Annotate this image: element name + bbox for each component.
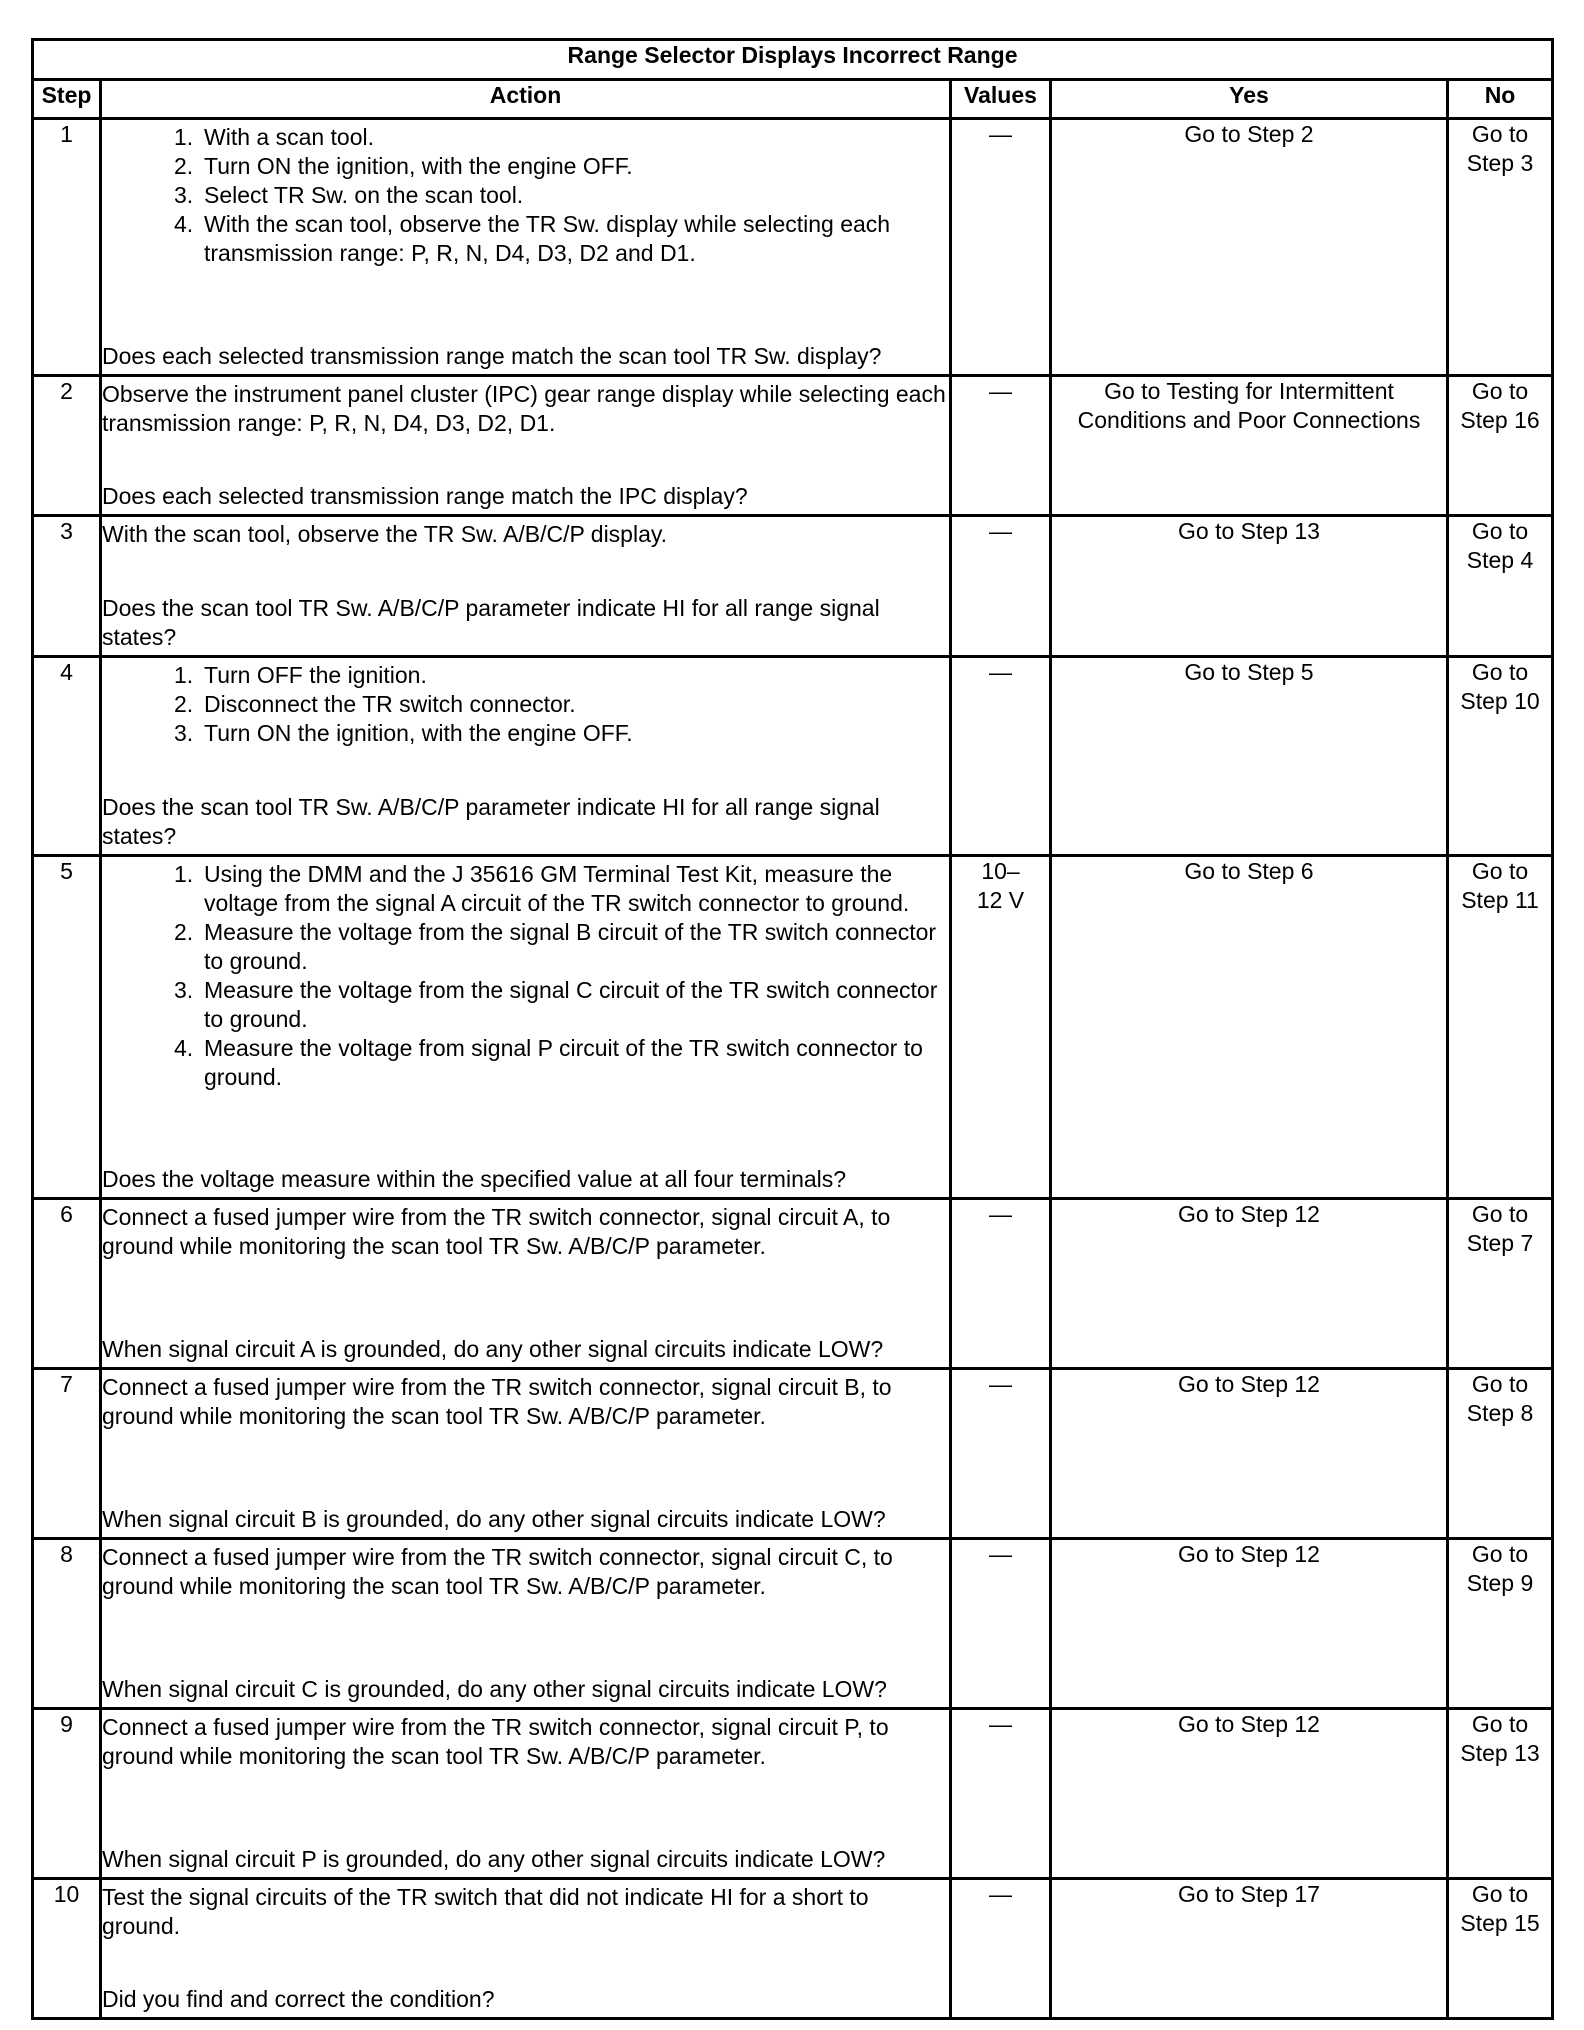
yes-cell: Go to Step 17 <box>1051 1879 1448 2019</box>
yes-cell: Go to Step 2 <box>1051 119 1448 376</box>
action-cell <box>101 1709 951 1879</box>
action-text: Test the signal circuits of the TR switch that did not indicate HI for a short to ground. <box>102 1884 869 1939</box>
yes-cell: Go to Step 12 <box>1051 1539 1448 1709</box>
action-cell <box>101 1369 951 1539</box>
list-item: 2. Turn ON the ignition, with the engine OFF. <box>174 153 633 179</box>
no-cell: Go to Step 9 <box>1448 1539 1553 1709</box>
action-question: When signal circuit C is grounded, do any other signal circuits indicate LOW? <box>102 1676 887 1702</box>
action-question: When signal circuit B is grounded, do any other signal circuits indicate LOW? <box>102 1506 886 1532</box>
header-step: Step <box>33 80 101 119</box>
action-text: Observe the instrument panel cluster (IPC) gear range display while selecting each transmission range: P, R, N, D4, D3, D2, D1. <box>102 381 946 436</box>
values-cell: — <box>951 1199 1051 1369</box>
action-cell <box>101 1879 951 2019</box>
list-item: 4. Measure the voltage from signal P circuit of the TR switch connector to ground. <box>174 1035 923 1090</box>
action-text: With the scan tool, observe the TR Sw. A/B/C/P display. <box>102 521 668 547</box>
action-cell <box>101 657 951 856</box>
action-list <box>102 857 949 1092</box>
table-row <box>33 1709 1553 1879</box>
no-cell: Go to Step 7 <box>1448 1199 1553 1369</box>
table-row <box>33 1879 1553 2019</box>
no-cell: Go to Step 4 <box>1448 516 1553 657</box>
action-question: When signal circuit A is grounded, do any other signal circuits indicate LOW? <box>102 1336 884 1362</box>
values-cell: — <box>951 1539 1051 1709</box>
action-question: Does the scan tool TR Sw. A/B/C/P parameter indicate HI for all range signal states? <box>102 595 880 650</box>
action-cell <box>101 376 951 516</box>
action-question: Does the scan tool TR Sw. A/B/C/P parameter indicate HI for all range signal states? <box>102 794 880 849</box>
values-cell: — <box>951 1709 1051 1879</box>
table-row <box>33 657 1553 856</box>
values-cell: — <box>951 516 1051 657</box>
action-cell <box>101 516 951 657</box>
action-text: Connect a fused jumper wire from the TR switch connector, signal circuit B, to ground while monitoring the scan tool TR Sw. A/B/C/P parameter. <box>102 1374 892 1429</box>
step-number: 3 <box>33 516 101 657</box>
no-cell: Go to Step 10 <box>1448 657 1553 856</box>
step-number: 8 <box>33 1539 101 1709</box>
action-text: Connect a fused jumper wire from the TR switch connector, signal circuit A, to ground while monitoring the scan tool TR Sw. A/B/C/P parameter. <box>102 1204 891 1259</box>
action-cell <box>101 856 951 1199</box>
step-number: 6 <box>33 1199 101 1369</box>
step-number: 5 <box>33 856 101 1199</box>
values-cell: — <box>951 1369 1051 1539</box>
action-question: Does each selected transmission range match the scan tool TR Sw. display? <box>102 343 882 369</box>
values-cell: 10–12 V <box>951 856 1051 1199</box>
table-row <box>33 1199 1553 1369</box>
yes-cell: Go to Testing for Intermittent Conditions and Poor Connections <box>1051 376 1448 516</box>
action-cell <box>101 1199 951 1369</box>
header-yes: Yes <box>1051 80 1448 119</box>
list-item: 4. With the scan tool, observe the TR Sw. display while selecting each transmission range: P, R, N, D4, D3, D2 and D1. <box>174 211 891 266</box>
diagnostic-table <box>31 38 1554 2020</box>
list-item: 3. Measure the voltage from the signal C circuit of the TR switch connector to ground. <box>174 977 938 1032</box>
action-list <box>102 120 949 268</box>
table-row <box>33 516 1553 657</box>
step-number: 4 <box>33 657 101 856</box>
step-number: 2 <box>33 376 101 516</box>
no-cell: Go to Step 13 <box>1448 1709 1553 1879</box>
action-cell <box>101 1539 951 1709</box>
yes-cell: Go to Step 12 <box>1051 1369 1448 1539</box>
action-text: Connect a fused jumper wire from the TR switch connector, signal circuit C, to ground while monitoring the scan tool TR Sw. A/B/C/P parameter. <box>102 1544 893 1599</box>
list-item: 3. Turn ON the ignition, with the engine OFF. <box>174 720 633 746</box>
list-item: 1. Turn OFF the ignition. <box>174 662 427 688</box>
yes-cell: Go to Step 12 <box>1051 1709 1448 1879</box>
list-item: 2. Measure the voltage from the signal B circuit of the TR switch connector to ground. <box>174 919 937 974</box>
values-cell: — <box>951 1879 1051 2019</box>
no-cell: Go to Step 11 <box>1448 856 1553 1199</box>
step-number: 7 <box>33 1369 101 1539</box>
values-cell: — <box>951 657 1051 856</box>
step-number: 10 <box>33 1879 101 2019</box>
action-question: Does the voltage measure within the specified value at all four terminals? <box>102 1166 847 1192</box>
action-text: Connect a fused jumper wire from the TR switch connector, signal circuit P, to ground while monitoring the scan tool TR Sw. A/B/C/P parameter. <box>102 1714 889 1769</box>
header-no: No <box>1448 80 1553 119</box>
action-question: Does each selected transmission range match the IPC display? <box>102 483 748 509</box>
action-cell <box>101 119 951 376</box>
values-cell: — <box>951 376 1051 516</box>
header-action: Action <box>101 80 951 119</box>
table-row <box>33 1539 1553 1709</box>
list-item: 2. Disconnect the TR switch connector. <box>174 691 576 717</box>
step-number: 1 <box>33 119 101 376</box>
step-number: 9 <box>33 1709 101 1879</box>
no-cell: Go to Step 8 <box>1448 1369 1553 1539</box>
yes-cell: Go to Step 5 <box>1051 657 1448 856</box>
table-row <box>33 376 1553 516</box>
no-cell: Go to Step 15 <box>1448 1879 1553 2019</box>
yes-cell: Go to Step 6 <box>1051 856 1448 1199</box>
table-row <box>33 1369 1553 1539</box>
yes-cell: Go to Step 12 <box>1051 1199 1448 1369</box>
action-question: Did you find and correct the condition? <box>102 1986 495 2012</box>
no-cell: Go to Step 3 <box>1448 119 1553 376</box>
table-row <box>33 119 1553 376</box>
action-list <box>102 658 949 748</box>
table-row <box>33 856 1553 1199</box>
values-cell: — <box>951 119 1051 376</box>
action-question: When signal circuit P is grounded, do any other signal circuits indicate LOW? <box>102 1846 886 1872</box>
list-item: 3. Select TR Sw. on the scan tool. <box>174 182 524 208</box>
no-cell: Go to Step 16 <box>1448 376 1553 516</box>
list-item: 1. Using the DMM and the J 35616 GM Terminal Test Kit, measure the voltage from the signal A circuit of the TR switch connector to ground. <box>174 861 910 916</box>
header-values: Values <box>951 80 1051 119</box>
yes-cell: Go to Step 13 <box>1051 516 1448 657</box>
table-title: Range Selector Displays Incorrect Range <box>33 40 1553 80</box>
list-item: 1. With a scan tool. <box>174 124 375 150</box>
